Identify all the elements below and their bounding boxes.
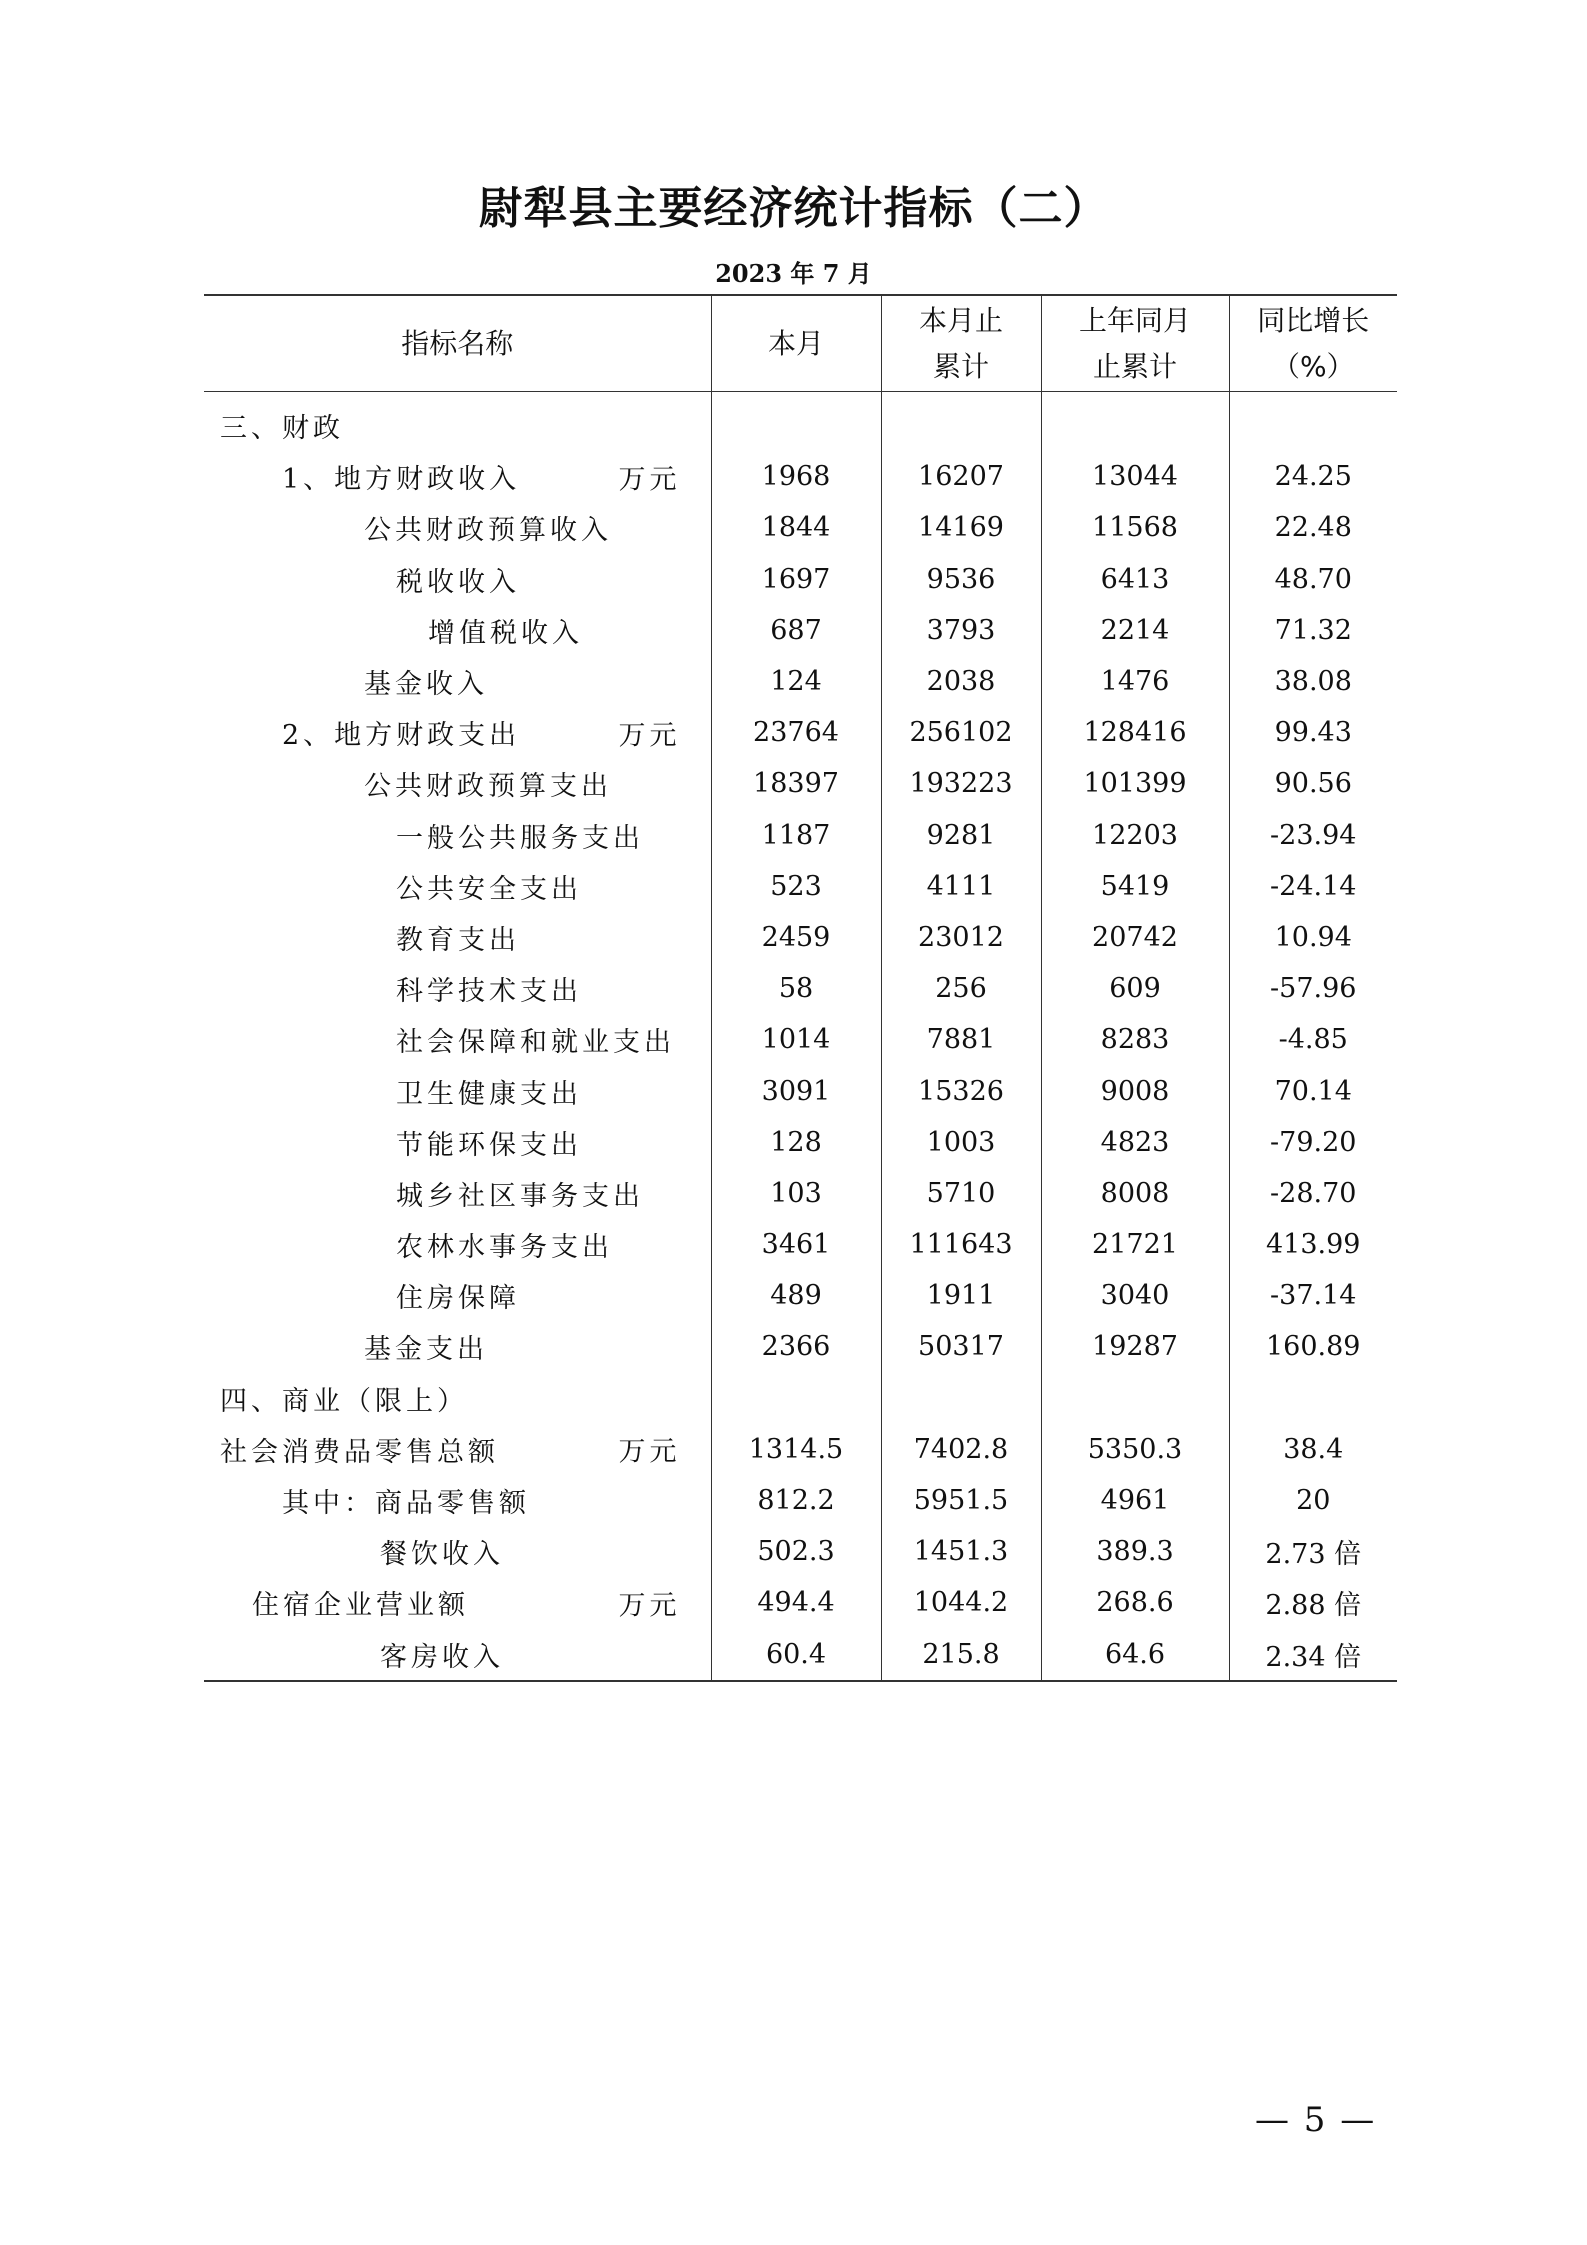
cumulative-value: 50317: [881, 1321, 1041, 1372]
indicator-name: 公共安全支出: [396, 873, 582, 905]
yoy-growth-value: -24.14: [1229, 861, 1397, 912]
cumulative-value: 1911: [881, 1270, 1041, 1321]
indicator-name-cell: [204, 861, 711, 912]
yoy-growth-value: 22.48: [1229, 502, 1397, 553]
table-row: [204, 912, 1397, 963]
table-row: [204, 1629, 1397, 1681]
indicator-unit: 万元: [618, 464, 681, 496]
indicator-name: 四、商业（限上）: [220, 1385, 468, 1417]
indicator-name: 基金收入: [364, 669, 488, 701]
table-row: [204, 392, 1397, 452]
table-row: [204, 451, 1397, 502]
indicator-name-cell: [204, 656, 711, 707]
indicator-name: 城乡社区事务支出: [396, 1180, 644, 1212]
indicator-name-cell: [204, 502, 711, 553]
last-year-cumulative-value: 389.3: [1041, 1526, 1229, 1577]
yoy-growth-value: 2.34 倍: [1229, 1629, 1397, 1681]
indicator-name-cell: [204, 1168, 711, 1219]
yoy-growth-value: [1229, 392, 1397, 452]
cumulative-value: 193223: [881, 758, 1041, 809]
cumulative-value: 16207: [881, 451, 1041, 502]
table-header-row: [204, 295, 1397, 392]
table-row: [204, 1270, 1397, 1321]
yoy-growth-value: -37.14: [1229, 1270, 1397, 1321]
this-month-value: 1014: [711, 1014, 881, 1065]
table-body: [204, 392, 1397, 1681]
header-yoy-growth: [1229, 295, 1397, 392]
last-year-cumulative-value: 128416: [1041, 707, 1229, 758]
this-month-value: 687: [711, 605, 881, 656]
cumulative-value: 9281: [881, 810, 1041, 861]
indicator-unit: 万元: [618, 1436, 681, 1468]
table-row: [204, 1577, 1397, 1628]
table-row: [204, 963, 1397, 1014]
yoy-growth-value: -57.96: [1229, 963, 1397, 1014]
indicator-name: 客房收入: [380, 1641, 504, 1673]
indicator-name: 公共财政预算支出: [364, 771, 612, 803]
table-row: [204, 810, 1397, 861]
indicator-name: 餐饮收入: [380, 1539, 504, 1571]
indicator-name-cell: [204, 1475, 711, 1526]
last-year-cumulative-value: 12203: [1041, 810, 1229, 861]
indicator-name: 其中：商品零售额: [282, 1488, 530, 1520]
table-row: [204, 502, 1397, 553]
table-row: [204, 1475, 1397, 1526]
this-month-value: 58: [711, 963, 881, 1014]
this-month-value: 124: [711, 656, 881, 707]
indicator-name: 公共财政预算收入: [364, 515, 612, 547]
cumulative-value: 3793: [881, 605, 1041, 656]
indicator-name: 节能环保支出: [396, 1129, 582, 1161]
this-month-value: 1968: [711, 451, 881, 502]
cumulative-value: 14169: [881, 502, 1041, 553]
yoy-growth-value: 10.94: [1229, 912, 1397, 963]
indicator-name-cell: [204, 707, 711, 758]
this-month-value: [711, 1373, 881, 1424]
indicator-name-cell: [204, 451, 711, 502]
indicator-name: 基金支出: [364, 1334, 488, 1366]
indicator-name-cell: [204, 1321, 711, 1372]
yoy-growth-value: 20: [1229, 1475, 1397, 1526]
indicator-name: 住宿企业营业额: [252, 1590, 469, 1622]
last-year-cumulative-value: 11568: [1041, 502, 1229, 553]
last-year-cumulative-value: 4961: [1041, 1475, 1229, 1526]
indicator-name-cell: [204, 1270, 711, 1321]
last-year-cumulative-value: 6413: [1041, 554, 1229, 605]
cumulative-value: 2038: [881, 656, 1041, 707]
last-year-cumulative-value: 3040: [1041, 1270, 1229, 1321]
cumulative-value: 5951.5: [881, 1475, 1041, 1526]
this-month-value: [711, 392, 881, 452]
indicator-name-cell: [204, 963, 711, 1014]
yoy-growth-value: 38.4: [1229, 1424, 1397, 1475]
cumulative-value: 5710: [881, 1168, 1041, 1219]
last-year-cumulative-value: 64.6: [1041, 1629, 1229, 1681]
indicator-name: 增值税收入: [428, 617, 583, 649]
yoy-growth-value: 38.08: [1229, 656, 1397, 707]
table-row: [204, 707, 1397, 758]
cumulative-value: 1003: [881, 1117, 1041, 1168]
this-month-value: 2459: [711, 912, 881, 963]
yoy-growth-value: 24.25: [1229, 451, 1397, 502]
table-row: [204, 1373, 1397, 1424]
table-row: [204, 1014, 1397, 1065]
indicator-name-cell: [204, 912, 711, 963]
header-last-year-line1: 上年同月: [1078, 303, 1191, 337]
last-year-cumulative-value: 5350.3: [1041, 1424, 1229, 1475]
last-year-cumulative-value: 20742: [1041, 912, 1229, 963]
yoy-growth-value: -79.20: [1229, 1117, 1397, 1168]
table-row: [204, 758, 1397, 809]
indicator-name-cell: [204, 1526, 711, 1577]
last-year-cumulative-value: 2214: [1041, 605, 1229, 656]
last-year-cumulative-value: [1041, 392, 1229, 452]
indicator-name: 科学技术支出: [396, 976, 582, 1008]
indicator-name-cell: [204, 758, 711, 809]
last-year-cumulative-value: 8008: [1041, 1168, 1229, 1219]
table-row: [204, 1321, 1397, 1372]
header-last-year-line2: 止累计: [1092, 349, 1177, 383]
this-month-value: 502.3: [711, 1526, 881, 1577]
table-row: [204, 656, 1397, 707]
header-growth-line1: 同比增长: [1257, 303, 1370, 337]
header-growth-line2: （%）: [1271, 349, 1355, 383]
last-year-cumulative-value: 9008: [1041, 1065, 1229, 1116]
header-last-year-cumulative: [1041, 295, 1229, 392]
last-year-cumulative-value: 5419: [1041, 861, 1229, 912]
yoy-growth-value: 71.32: [1229, 605, 1397, 656]
cumulative-value: 1451.3: [881, 1526, 1041, 1577]
this-month-value: 3091: [711, 1065, 881, 1116]
yoy-growth-value: 48.70: [1229, 554, 1397, 605]
cumulative-value: 23012: [881, 912, 1041, 963]
yoy-growth-value: 160.89: [1229, 1321, 1397, 1372]
table-row: [204, 1526, 1397, 1577]
this-month-value: 128: [711, 1117, 881, 1168]
this-month-value: 489: [711, 1270, 881, 1321]
indicator-name: 社会保障和就业支出: [396, 1027, 675, 1059]
indicator-name-cell: [204, 1014, 711, 1065]
table-row: [204, 1117, 1397, 1168]
this-month-value: 523: [711, 861, 881, 912]
indicator-name: 税收收入: [396, 566, 520, 598]
yoy-growth-value: -23.94: [1229, 810, 1397, 861]
indicator-name: 2、地方财政支出: [282, 720, 521, 752]
yoy-growth-value: 2.88 倍: [1229, 1577, 1397, 1628]
last-year-cumulative-value: 13044: [1041, 451, 1229, 502]
this-month-value: 60.4: [711, 1629, 881, 1681]
cumulative-value: 256102: [881, 707, 1041, 758]
statistics-table: [204, 294, 1397, 1682]
table-row: [204, 1219, 1397, 1270]
yoy-growth-value: [1229, 1373, 1397, 1424]
this-month-value: 18397: [711, 758, 881, 809]
this-month-value: 1187: [711, 810, 881, 861]
table-row: [204, 1424, 1397, 1475]
header-this-month: 本月: [711, 295, 881, 392]
cumulative-value: [881, 1373, 1041, 1424]
cumulative-value: 1044.2: [881, 1577, 1041, 1628]
indicator-name: 1、地方财政收入: [282, 464, 521, 496]
yoy-growth-value: -4.85: [1229, 1014, 1397, 1065]
cumulative-value: 9536: [881, 554, 1041, 605]
last-year-cumulative-value: [1041, 1373, 1229, 1424]
this-month-value: 812.2: [711, 1475, 881, 1526]
indicator-name: 一般公共服务支出: [396, 822, 644, 854]
last-year-cumulative-value: 8283: [1041, 1014, 1229, 1065]
indicator-name-cell: [204, 1065, 711, 1116]
cumulative-value: 7881: [881, 1014, 1041, 1065]
header-cumulative: [881, 295, 1041, 392]
report-date: 2023 年 7 月: [715, 259, 872, 288]
table-row: [204, 861, 1397, 912]
this-month-value: 2366: [711, 1321, 881, 1372]
indicator-name: 教育支出: [396, 924, 520, 956]
indicator-name-cell: [204, 1117, 711, 1168]
indicator-name-cell: [204, 1373, 711, 1424]
yoy-growth-value: 90.56: [1229, 758, 1397, 809]
cumulative-value: 111643: [881, 1219, 1041, 1270]
page-title: 尉犁县主要经济统计指标（二）: [478, 183, 1109, 234]
yoy-growth-value: 2.73 倍: [1229, 1526, 1397, 1577]
last-year-cumulative-value: 4823: [1041, 1117, 1229, 1168]
indicator-name-cell: [204, 1219, 711, 1270]
indicator-name: 社会消费品零售总额: [220, 1436, 499, 1468]
this-month-value: 1697: [711, 554, 881, 605]
this-month-value: 1844: [711, 502, 881, 553]
last-year-cumulative-value: 268.6: [1041, 1577, 1229, 1628]
indicator-name-cell: [204, 1424, 711, 1475]
yoy-growth-value: 99.43: [1229, 707, 1397, 758]
yoy-growth-value: 413.99: [1229, 1219, 1397, 1270]
indicator-name: 住房保障: [396, 1283, 520, 1315]
indicator-name-cell: [204, 554, 711, 605]
this-month-value: 1314.5: [711, 1424, 881, 1475]
indicator-name-cell: [204, 1577, 711, 1628]
table-row: [204, 1168, 1397, 1219]
indicator-name-cell: [204, 392, 711, 452]
table-row: [204, 554, 1397, 605]
cumulative-value: 15326: [881, 1065, 1041, 1116]
header-cumulative-line2: 累计: [932, 349, 989, 383]
this-month-value: 23764: [711, 707, 881, 758]
last-year-cumulative-value: 1476: [1041, 656, 1229, 707]
cumulative-value: [881, 392, 1041, 452]
header-indicator-name: 指标名称: [204, 295, 711, 392]
cumulative-value: 4111: [881, 861, 1041, 912]
indicator-name-cell: [204, 810, 711, 861]
last-year-cumulative-value: 21721: [1041, 1219, 1229, 1270]
this-month-value: 103: [711, 1168, 881, 1219]
last-year-cumulative-value: 19287: [1041, 1321, 1229, 1372]
last-year-cumulative-value: 609: [1041, 963, 1229, 1014]
this-month-value: 494.4: [711, 1577, 881, 1628]
header-cumulative-line1: 本月止: [918, 303, 1003, 337]
indicator-unit: 万元: [618, 1590, 681, 1622]
indicator-name: 农林水事务支出: [396, 1232, 613, 1264]
table-row: [204, 605, 1397, 656]
cumulative-value: 215.8: [881, 1629, 1041, 1681]
yoy-growth-value: 70.14: [1229, 1065, 1397, 1116]
last-year-cumulative-value: 101399: [1041, 758, 1229, 809]
indicator-name: 三、财政: [220, 413, 344, 445]
this-month-value: 3461: [711, 1219, 881, 1270]
cumulative-value: 7402.8: [881, 1424, 1041, 1475]
cumulative-value: 256: [881, 963, 1041, 1014]
indicator-name: 卫生健康支出: [396, 1078, 582, 1110]
yoy-growth-value: -28.70: [1229, 1168, 1397, 1219]
table-row: [204, 1065, 1397, 1116]
page-number: — 5 —: [1255, 2100, 1377, 2140]
indicator-name-cell: [204, 1629, 711, 1681]
indicator-name-cell: [204, 605, 711, 656]
indicator-unit: 万元: [618, 720, 681, 752]
